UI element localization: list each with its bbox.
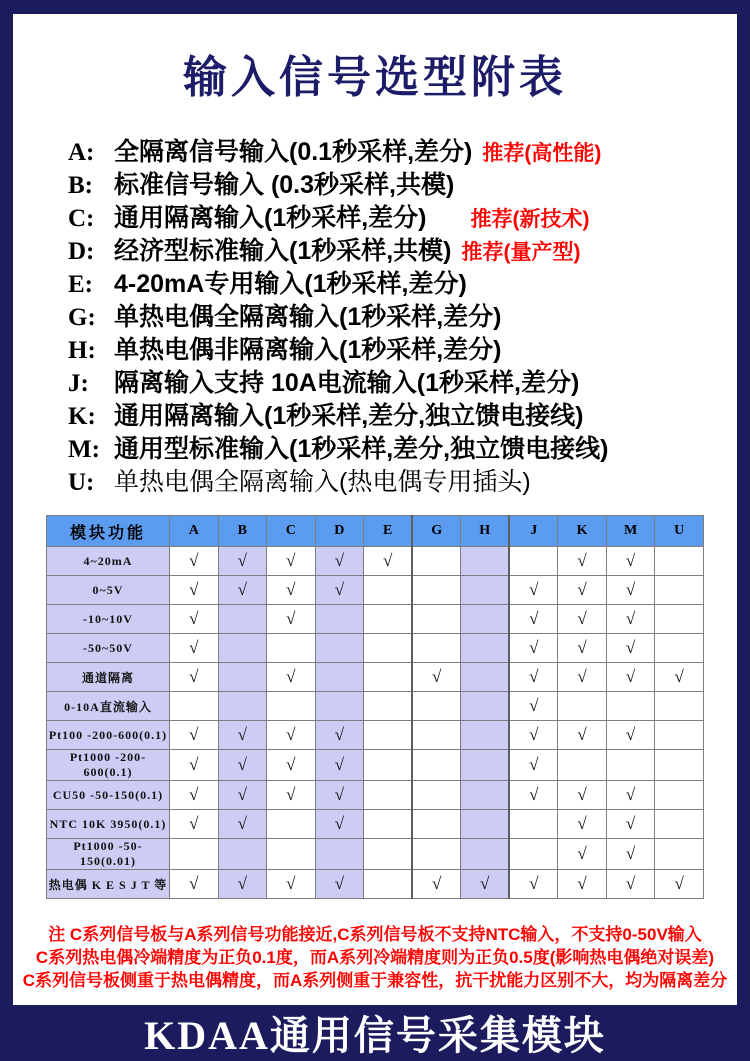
check-cell: √ <box>170 781 219 810</box>
check-cell: √ <box>606 781 655 810</box>
empty-cell <box>364 870 413 899</box>
check-cell: √ <box>655 663 704 692</box>
table-row <box>47 810 704 839</box>
row-label: 通道隔离 <box>47 663 170 692</box>
row-label: 0-10A直流输入 <box>47 692 170 721</box>
check-cell: √ <box>267 781 316 810</box>
check-cell: √ <box>315 547 364 576</box>
signal-type-key: E: <box>68 271 93 298</box>
check-cell: √ <box>170 663 219 692</box>
empty-cell <box>509 810 558 839</box>
table-row <box>47 750 704 781</box>
empty-cell <box>606 692 655 721</box>
empty-cell <box>364 576 413 605</box>
empty-cell <box>412 839 461 870</box>
signal-type-key: K: <box>68 403 96 430</box>
footer-banner <box>0 1005 750 1060</box>
row-label: -50~50V <box>47 634 170 663</box>
signal-type-key: C: <box>68 205 95 232</box>
check-cell: √ <box>606 839 655 870</box>
empty-cell <box>655 721 704 750</box>
empty-cell <box>218 605 267 634</box>
signal-type-item-e <box>68 268 737 301</box>
column-header-m: M <box>606 516 655 547</box>
table-corner-label: 模块功能 <box>47 516 170 547</box>
table-row <box>47 634 704 663</box>
empty-cell <box>412 721 461 750</box>
check-cell: √ <box>509 870 558 899</box>
empty-cell <box>655 692 704 721</box>
empty-cell <box>655 810 704 839</box>
table-row <box>47 576 704 605</box>
table-row <box>47 721 704 750</box>
empty-cell <box>412 605 461 634</box>
empty-cell <box>364 692 413 721</box>
empty-cell <box>218 634 267 663</box>
check-cell: √ <box>267 750 316 781</box>
signal-type-description: 4-20mA专用输入(1秒采样,差分) <box>114 270 467 298</box>
signal-type-item-a <box>68 136 737 169</box>
empty-cell <box>606 750 655 781</box>
column-header-d: D <box>315 516 364 547</box>
empty-cell <box>558 692 607 721</box>
empty-cell <box>655 547 704 576</box>
empty-cell <box>218 692 267 721</box>
check-cell: √ <box>267 870 316 899</box>
empty-cell <box>655 576 704 605</box>
empty-cell <box>461 692 510 721</box>
empty-cell <box>461 781 510 810</box>
recommended-badge: 推荐(高性能) <box>482 142 602 165</box>
empty-cell <box>315 663 364 692</box>
signal-type-item-b <box>68 169 737 202</box>
notes <box>13 923 737 992</box>
check-cell: √ <box>509 692 558 721</box>
check-cell: √ <box>170 576 219 605</box>
footer-title: KDAA通用信号采集模块 <box>144 1013 606 1058</box>
signal-type-item-h <box>68 334 737 367</box>
check-cell: √ <box>558 605 607 634</box>
empty-cell <box>218 663 267 692</box>
table-row <box>47 605 704 634</box>
check-cell: √ <box>218 547 267 576</box>
empty-cell <box>461 810 510 839</box>
check-cell: √ <box>267 576 316 605</box>
empty-cell <box>412 750 461 781</box>
empty-cell <box>364 721 413 750</box>
empty-cell <box>509 547 558 576</box>
signal-type-key: G: <box>68 304 96 331</box>
check-cell: √ <box>315 781 364 810</box>
signal-type-description: 单热电偶全隔离输入(热电偶专用插头) <box>114 468 531 496</box>
check-cell: √ <box>315 870 364 899</box>
check-cell: √ <box>509 781 558 810</box>
check-cell: √ <box>267 663 316 692</box>
check-cell: √ <box>218 810 267 839</box>
column-header-k: K <box>558 516 607 547</box>
content-sheet <box>13 14 737 1005</box>
empty-cell <box>267 810 316 839</box>
check-cell: √ <box>315 721 364 750</box>
check-cell: √ <box>558 839 607 870</box>
row-label: Pt100 -200-600(0.1) <box>47 721 170 750</box>
check-cell: √ <box>606 870 655 899</box>
check-cell: √ <box>170 605 219 634</box>
check-cell: √ <box>218 781 267 810</box>
check-cell: √ <box>606 576 655 605</box>
check-cell: √ <box>606 634 655 663</box>
check-cell: √ <box>315 750 364 781</box>
column-header-g: G <box>412 516 461 547</box>
signal-type-description: 通用隔离输入(1秒采样,差分,独立馈电接线) <box>114 402 584 430</box>
check-cell: √ <box>606 810 655 839</box>
check-cell: √ <box>606 663 655 692</box>
table-row <box>47 781 704 810</box>
signal-type-description: 通用型标准输入(1秒采样,差分,独立馈电接线) <box>114 435 609 463</box>
check-cell: √ <box>509 576 558 605</box>
empty-cell <box>267 692 316 721</box>
recommended-badge: 推荐(新技术) <box>470 208 590 231</box>
row-label: 0~5V <box>47 576 170 605</box>
empty-cell <box>412 692 461 721</box>
column-header-e: E <box>364 516 413 547</box>
empty-cell <box>315 605 364 634</box>
check-cell: √ <box>558 810 607 839</box>
check-cell: √ <box>170 721 219 750</box>
column-header-h: H <box>461 516 510 547</box>
signal-type-description: 隔离输入支持 10A电流输入(1秒采样,差分) <box>114 369 580 397</box>
signal-type-key: M: <box>68 436 100 463</box>
column-header-b: B <box>218 516 267 547</box>
signal-type-description: 单热电偶全隔离输入(1秒采样,差分) <box>114 303 502 331</box>
row-label: -10~10V <box>47 605 170 634</box>
empty-cell <box>412 547 461 576</box>
signal-type-item-m <box>68 433 737 466</box>
row-label: NTC 10K 3950(0.1) <box>47 810 170 839</box>
check-cell: √ <box>315 810 364 839</box>
empty-cell <box>655 750 704 781</box>
signal-type-list <box>13 136 737 499</box>
recommended-badge: 推荐(量产型) <box>461 241 581 264</box>
column-header-c: C <box>267 516 316 547</box>
row-label: CU50 -50-150(0.1) <box>47 781 170 810</box>
empty-cell <box>461 605 510 634</box>
column-header-u: U <box>655 516 704 547</box>
column-header-j: J <box>509 516 558 547</box>
signal-type-item-d <box>68 235 737 268</box>
check-cell: √ <box>364 547 413 576</box>
empty-cell <box>461 663 510 692</box>
check-cell: √ <box>412 663 461 692</box>
empty-cell <box>315 692 364 721</box>
note-line-3: C系列信号板侧重于热电偶精度，而A系列侧重于兼容性，抗干扰能力区别不大，均为隔离差分 <box>22 971 728 990</box>
empty-cell <box>655 839 704 870</box>
check-cell: √ <box>558 721 607 750</box>
module-function-table <box>46 515 704 899</box>
check-cell: √ <box>218 870 267 899</box>
signal-type-item-j <box>68 367 737 400</box>
signal-type-key: H: <box>68 337 96 364</box>
empty-cell <box>655 634 704 663</box>
check-cell: √ <box>315 576 364 605</box>
row-label: Pt1000 -200-600(0.1) <box>47 750 170 781</box>
check-cell: √ <box>218 576 267 605</box>
empty-cell <box>267 839 316 870</box>
empty-cell <box>461 547 510 576</box>
check-cell: √ <box>267 721 316 750</box>
check-cell: √ <box>218 750 267 781</box>
signal-type-key: D: <box>68 238 95 265</box>
empty-cell <box>461 634 510 663</box>
empty-cell <box>412 810 461 839</box>
check-cell: √ <box>509 605 558 634</box>
signal-type-description: 经济型标准输入(1秒采样,共模) <box>114 237 452 265</box>
check-cell: √ <box>218 721 267 750</box>
check-cell: √ <box>509 721 558 750</box>
empty-cell <box>364 750 413 781</box>
signal-type-description: 单热电偶非隔离输入(1秒采样,差分) <box>114 336 502 364</box>
signal-type-item-g <box>68 301 737 334</box>
signal-type-item-c <box>68 202 737 235</box>
table-row <box>47 839 704 870</box>
check-cell: √ <box>558 870 607 899</box>
empty-cell <box>461 750 510 781</box>
empty-cell <box>267 634 316 663</box>
signal-type-item-u <box>68 466 737 499</box>
check-cell: √ <box>170 750 219 781</box>
table-row <box>47 547 704 576</box>
check-cell: √ <box>170 547 219 576</box>
page-title: 输入信号选型附表 <box>183 53 567 102</box>
empty-cell <box>364 781 413 810</box>
check-cell: √ <box>170 870 219 899</box>
empty-cell <box>655 605 704 634</box>
check-cell: √ <box>461 870 510 899</box>
empty-cell <box>315 634 364 663</box>
empty-cell <box>315 839 364 870</box>
table-row <box>47 663 704 692</box>
signal-type-key: A: <box>68 139 95 166</box>
check-cell: √ <box>267 605 316 634</box>
row-label: Pt1000 -50-150(0.01) <box>47 839 170 870</box>
check-cell: √ <box>606 547 655 576</box>
note-line-2: C系列热电偶冷端精度为正负0.1度，而A系列冷端精度则为正负0.5度(影响热电偶绝对误差) <box>35 948 715 967</box>
empty-cell <box>218 839 267 870</box>
check-cell: √ <box>606 721 655 750</box>
check-cell: √ <box>509 663 558 692</box>
check-cell: √ <box>509 750 558 781</box>
row-label: 热电偶 K E S J T 等 <box>47 870 170 899</box>
empty-cell <box>364 839 413 870</box>
empty-cell <box>412 781 461 810</box>
signal-type-key: J: <box>68 370 89 397</box>
empty-cell <box>364 605 413 634</box>
empty-cell <box>655 781 704 810</box>
note-line-1: 注 C系列信号板与A系列信号功能接近,C系列信号板不支持NTC输入，不支持0-50V输入 <box>48 925 702 944</box>
table-header-row <box>47 516 704 547</box>
check-cell: √ <box>412 870 461 899</box>
check-cell: √ <box>170 634 219 663</box>
signal-type-description: 全隔离信号输入(0.1秒采样,差分) <box>114 138 473 166</box>
check-cell: √ <box>170 810 219 839</box>
empty-cell <box>412 634 461 663</box>
empty-cell <box>461 721 510 750</box>
check-cell: √ <box>655 870 704 899</box>
signal-type-description: 标准信号输入 (0.3秒采样,共模) <box>114 171 455 199</box>
table-row <box>47 870 704 899</box>
empty-cell <box>170 839 219 870</box>
table-row <box>47 692 704 721</box>
check-cell: √ <box>558 663 607 692</box>
empty-cell <box>461 839 510 870</box>
row-label: 4~20mA <box>47 547 170 576</box>
signal-type-key: U: <box>68 469 95 496</box>
check-cell: √ <box>267 547 316 576</box>
empty-cell <box>364 663 413 692</box>
signal-type-key: B: <box>68 172 93 199</box>
empty-cell <box>364 634 413 663</box>
check-cell: √ <box>509 634 558 663</box>
empty-cell <box>412 576 461 605</box>
check-cell: √ <box>558 634 607 663</box>
empty-cell <box>558 750 607 781</box>
empty-cell <box>461 576 510 605</box>
empty-cell <box>364 810 413 839</box>
signal-type-item-k <box>68 400 737 433</box>
check-cell: √ <box>606 605 655 634</box>
empty-cell <box>170 692 219 721</box>
column-header-a: A <box>170 516 219 547</box>
signal-type-description: 通用隔离输入(1秒采样,差分) <box>114 204 427 232</box>
empty-cell <box>509 839 558 870</box>
check-cell: √ <box>558 547 607 576</box>
check-cell: √ <box>558 781 607 810</box>
check-cell: √ <box>558 576 607 605</box>
